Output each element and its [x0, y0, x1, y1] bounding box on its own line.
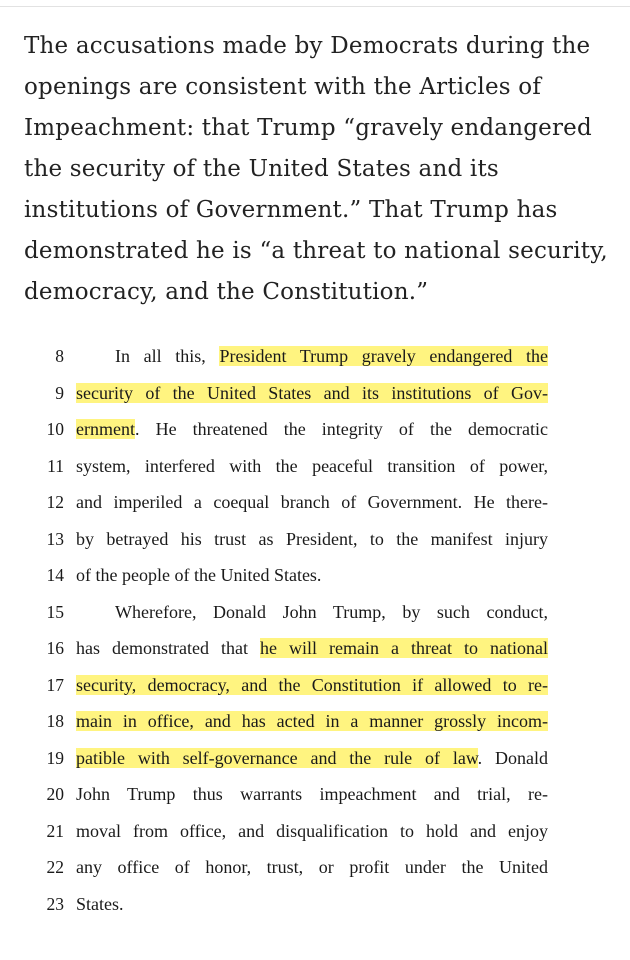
line-number: 8 — [55, 346, 64, 366]
line-text-plain: In all this, — [115, 346, 220, 366]
highlighted-text: main in office, and has acted in a manner grossly incom- — [76, 711, 548, 731]
line-text — [76, 711, 548, 732]
intro-line: democracy, and the Constitution.” — [24, 279, 429, 305]
bill-line — [0, 669, 630, 705]
line-text — [76, 748, 548, 769]
line-text — [76, 784, 548, 805]
bill-line — [0, 742, 630, 778]
line-text — [76, 456, 548, 477]
line-text-plain: system, interfered with the peaceful transition of power, — [76, 455, 548, 476]
line-number: 23 — [46, 893, 64, 914]
line-text-plain: of the people of the United States. — [76, 565, 322, 585]
bill-line — [0, 413, 630, 449]
bill-line — [0, 705, 630, 741]
line-text — [76, 821, 548, 842]
line-text — [115, 346, 548, 367]
highlighted-text: security of the United States and its institutions of Gov- — [76, 382, 548, 403]
line-text — [76, 419, 548, 440]
line-number: 16 — [46, 638, 64, 658]
line-number: 11 — [47, 455, 64, 476]
line-number: 12 — [46, 492, 64, 512]
highlighted-text: security, democracy, and the Constitution if allowed to re- — [76, 674, 548, 695]
line-text — [76, 529, 548, 550]
line-text-plain: John Trump thus warrants impeachment and trial, re- — [76, 784, 548, 804]
intro-line: openings are consistent with the Articles of — [24, 74, 542, 100]
top-divider — [0, 6, 630, 7]
line-number: 13 — [46, 528, 64, 549]
bill-line — [0, 486, 630, 522]
line-number: 15 — [46, 601, 64, 622]
bill-line — [0, 778, 630, 814]
line-text — [76, 383, 548, 404]
line-text-plain: Wherefore, Donald John Trump, by such conduct, — [115, 601, 548, 622]
bill-line — [0, 523, 630, 559]
line-number: 19 — [46, 747, 64, 768]
line-text-plain: and imperiled a coequal branch of Government. He there- — [76, 492, 548, 512]
line-text-plain: any office of honor, trust, or profit under the United — [76, 857, 548, 877]
bill-line — [0, 377, 630, 413]
line-text-plain: moval from office, and disqualification to hold and enjoy — [76, 820, 548, 841]
line-text — [76, 638, 548, 659]
line-number: 17 — [46, 674, 64, 695]
bill-line — [0, 815, 630, 851]
intro-line: institutions of Government.” That Trump has — [24, 197, 558, 223]
intro-paragraph — [24, 26, 608, 313]
bill-line — [0, 559, 630, 595]
line-number: 10 — [46, 419, 64, 439]
line-number: 22 — [46, 857, 64, 877]
line-number: 14 — [46, 565, 64, 585]
bill-line — [0, 632, 630, 668]
line-text-plain: . He threatened the integrity of the democratic — [134, 419, 548, 439]
bill-line — [0, 450, 630, 486]
line-text-plain: by betrayed his trust as President, to the manifest injury — [76, 528, 548, 549]
line-text-plain: States. — [76, 893, 124, 914]
line-text — [76, 492, 548, 513]
highlighted-text: ernment — [76, 419, 135, 439]
highlighted-text: he will remain a threat to national — [260, 638, 548, 658]
line-text — [115, 602, 548, 623]
highlighted-text: President Trump gravely endangered the — [219, 346, 548, 366]
intro-line: The accusations made by Democrats during the — [24, 33, 591, 59]
line-text — [76, 675, 548, 696]
line-text — [76, 565, 548, 586]
intro-line: demonstrated he is “a threat to national security, — [24, 238, 608, 264]
line-number: 18 — [46, 711, 64, 731]
bill-line — [0, 596, 630, 632]
line-text — [76, 894, 548, 915]
intro-line: the security of the United States and its — [24, 156, 499, 182]
highlighted-text: patible with self-governance and the rule of law — [76, 747, 478, 768]
bill-line — [0, 340, 630, 376]
line-number: 20 — [46, 784, 64, 804]
intro-line: Impeachment: that Trump “gravely endangered — [24, 115, 592, 141]
line-text-plain: has demonstrated that — [76, 638, 260, 658]
line-number: 21 — [46, 820, 64, 841]
bill-line — [0, 888, 630, 924]
bill-line — [0, 851, 630, 887]
line-text-plain: . Donald — [477, 747, 548, 768]
line-number: 9 — [55, 382, 64, 403]
line-text — [76, 857, 548, 878]
